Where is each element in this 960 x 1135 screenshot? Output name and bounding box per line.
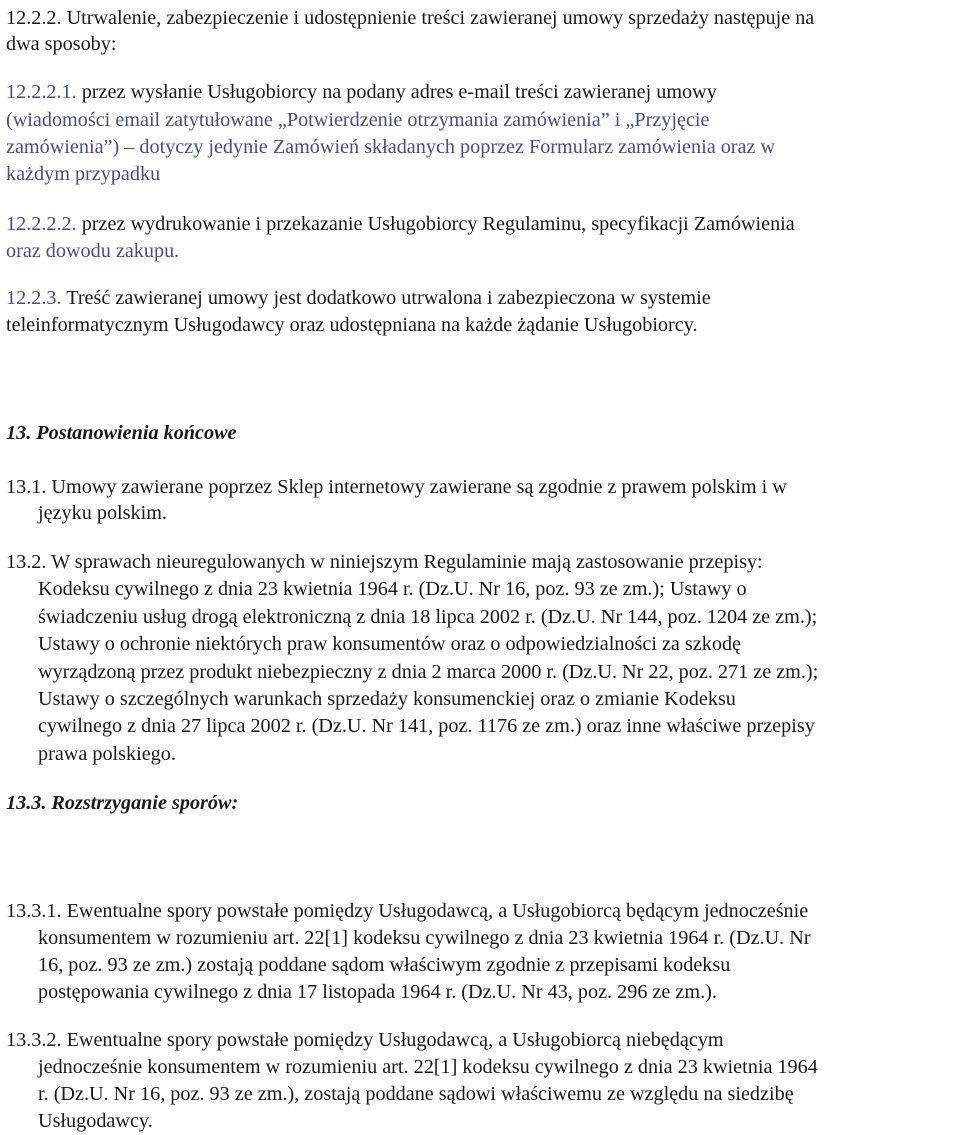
paragraph-13-1-line-1: 13.1. Umowy zawierane poprzez Sklep internetowy zawierane są zgodnie z prawem polskim i w: [6, 476, 787, 498]
paragraph-number: 13.2.: [6, 551, 47, 573]
paragraph-13-2-line-8: prawa polskiego.: [38, 743, 176, 765]
paragraph-13-3-2-line-3: r. (Dz.U. Nr 16, poz. 93 ze zm.), zostają poddane sądowi właściwemu ze względu na siedzibę: [38, 1083, 794, 1105]
paragraph-12-2-2-2-line-1: 12.2.2.2. przez wydrukowanie i przekazanie Usługobiorcy Regulaminu, specyfikacji Zamówienia: [6, 213, 795, 235]
paragraph-12-2-2-line-1: 12.2.2. Utrwalenie, zabezpieczenie i udostępnienie treści zawieranej umowy sprzedaży następuje na: [6, 7, 815, 29]
paragraph-13-1-line-2: języku polskim.: [38, 502, 167, 524]
paragraph-13-3-2-line-4: Usługodawcy.: [38, 1110, 153, 1132]
paragraph-13-3-1-line-1: 13.3.1. Ewentualne spory powstałe pomiędzy Usługodawcą, a Usługobiorcą będącym jednocześnie: [6, 900, 809, 922]
paragraph-number: 13.3.2.: [6, 1029, 62, 1051]
paragraph-13-2-line-1: 13.2. W sprawach nieuregulowanych w niniejszym Regulaminie mają zastosowanie przepisy:: [6, 551, 763, 573]
paragraph-number: 12.2.3.: [6, 287, 62, 309]
paragraph-13-3-2-line-2: jednocześnie konsumentem w rozumieniu art. 22[1] kodeksu cywilnego z dnia 23 kwietnia 1964: [38, 1056, 818, 1078]
paragraph-12-2-3-line-2: teleinformatycznym Usługodawcy oraz udostępniana na każde żądanie Usługobiorcy.: [6, 314, 698, 336]
paragraph-12-2-2-2-line-2: oraz dowodu zakupu.: [6, 240, 180, 262]
paragraph-13-2-line-2: Kodeksu cywilnego z dnia 23 kwietnia 1964 r. (Dz.U. Nr 16, poz. 93 ze zm.); Ustawy o: [38, 578, 747, 600]
paragraph-13-2-line-5: wyrządzoną przez produkt niebezpieczny z dnia 2 marca 2000 r. (Dz.U. Nr 22, poz. 271 ze zm.);: [38, 661, 819, 683]
paragraph-13-2-line-7: cywilnego z dnia 27 lipca 2002 r. (Dz.U. Nr 141, poz. 1176 ze zm.) oraz inne właściwe przepisy: [38, 715, 815, 737]
paragraph-13-3-1-line-3: 16, poz. 93 ze zm.) zostają poddane sądom właściwym zgodnie z przepisami kodeksu: [38, 954, 731, 976]
paragraph-number: 12.2.2.: [6, 7, 62, 29]
paragraph-12-2-2-1-line-2: (wiadomości email zatytułowane „Potwierdzenie otrzymania zamówienia” i „Przyjęcie: [6, 109, 710, 131]
paragraph-13-2-line-6: Ustawy o szczególnych warunkach sprzedaży konsumenckiej oraz o zmianie Kodeksu: [38, 688, 736, 710]
section-heading-13: 13. Postanowienia końcowe: [6, 422, 237, 444]
paragraph-12-2-2-1-line-1: 12.2.2.1. przez wysłanie Usługobiorcy na podany adres e-mail treści zawieranej umowy: [6, 81, 717, 103]
section-heading-13-3: 13.3. Rozstrzyganie sporów:: [6, 792, 239, 814]
paragraph-12-2-2-line-2: dwa sposoby:: [6, 33, 117, 55]
paragraph-number: 12.2.2.2.: [6, 213, 77, 235]
paragraph-13-3-1-line-4: postępowania cywilnego z dnia 17 listopada 1964 r. (Dz.U. Nr 43, poz. 296 ze zm.).: [38, 981, 717, 1003]
paragraph-number: 13.1.: [6, 476, 47, 498]
paragraph-12-2-2-1-line-4: każdym przypadku: [6, 163, 161, 185]
paragraph-13-2-line-4: Ustawy o ochronie niektórych praw konsumentów oraz o odpowiedzialności za szkodę: [38, 633, 741, 655]
paragraph-number: 12.2.2.1.: [6, 81, 77, 103]
paragraph-13-3-2-line-1: 13.3.2. Ewentualne spory powstałe pomiędzy Usługodawcą, a Usługobiorcą niebędącym: [6, 1029, 724, 1051]
paragraph-13-3-1-line-2: konsumentem w rozumieniu art. 22[1] kodeksu cywilnego z dnia 23 kwietnia 1964 r. (Dz.U. Nr: [38, 927, 811, 949]
paragraph-12-2-3-line-1: 12.2.3. Treść zawieranej umowy jest dodatkowo utrwalona i zabezpieczona w systemie: [6, 287, 711, 309]
paragraph-12-2-2-1-line-3: zamówienia”) – dotyczy jedynie Zamówień składanych poprzez Formularz zamówienia oraz w: [6, 136, 776, 158]
paragraph-13-2-line-3: świadczeniu usług drogą elektroniczną z dnia 18 lipca 2002 r. (Dz.U. Nr 144, poz. 1204 ze zm.);: [38, 606, 818, 628]
paragraph-number: 13.3.1.: [6, 900, 62, 922]
